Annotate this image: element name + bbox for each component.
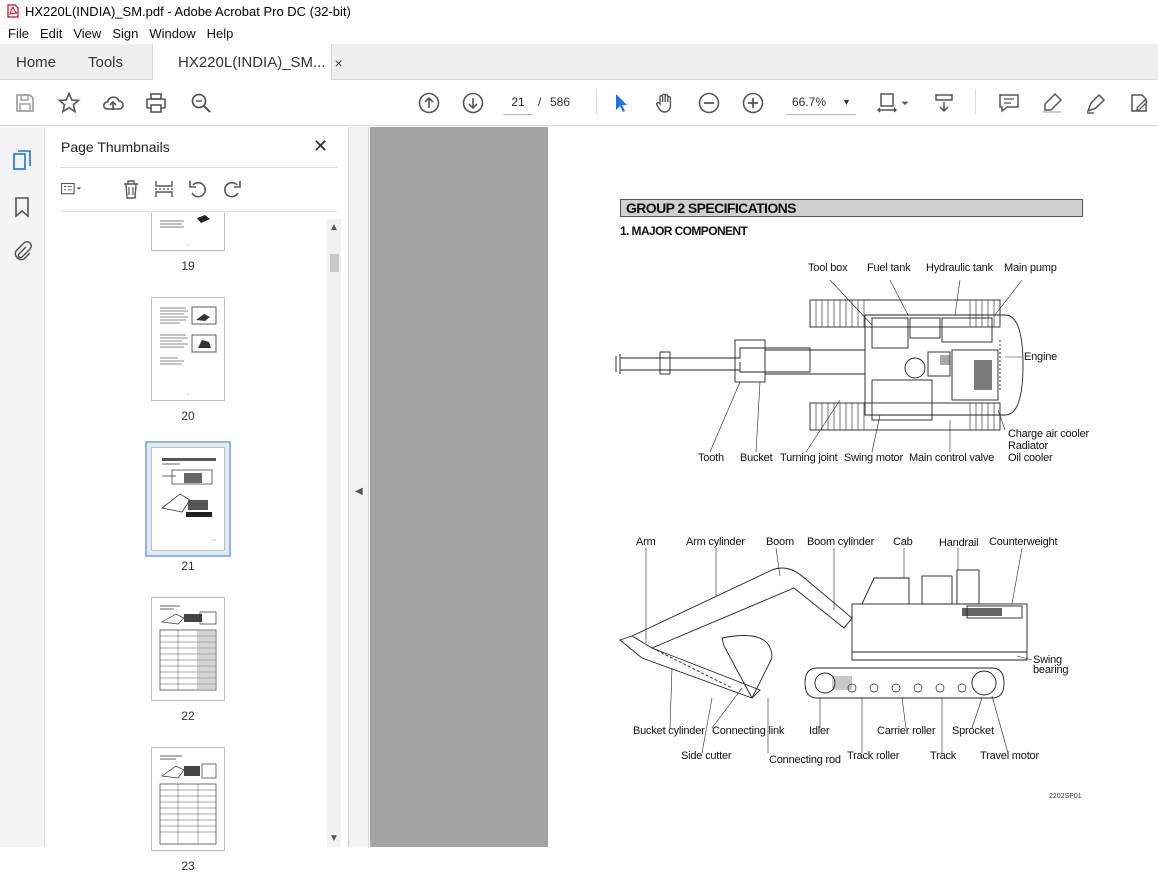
find-zoom-icon[interactable] — [188, 90, 214, 116]
cloud-upload-icon[interactable] — [100, 90, 126, 116]
zoom-caret-icon: ▼ — [842, 96, 851, 107]
label-fuel-tank: Fuel tank — [867, 262, 911, 274]
tab-bar — [0, 44, 1158, 80]
tab-tools[interactable]: Tools — [88, 53, 124, 71]
save-icon[interactable] — [12, 90, 38, 116]
scrollbar-thumb[interactable] — [330, 254, 339, 272]
thumbnail-label: 19 — [181, 259, 195, 273]
thumbnail-page-21[interactable] — [151, 447, 225, 551]
label-bucket: Bucket — [740, 452, 773, 464]
page-separator: / — [538, 95, 542, 109]
zoom-in-icon[interactable] — [740, 90, 766, 116]
bookmark-icon[interactable] — [10, 195, 34, 219]
label-connecting-rod: Connecting rod — [769, 754, 841, 766]
star-icon[interactable] — [56, 90, 82, 116]
main-toolbar — [0, 80, 1158, 126]
document-background — [370, 127, 548, 847]
acrobat-pdf-icon — [6, 4, 20, 18]
thumbnails-scrollbar[interactable] — [327, 219, 341, 847]
page-fit-icon[interactable] — [874, 90, 900, 116]
label-track: Track — [930, 750, 957, 762]
label-tooth: Tooth — [698, 452, 724, 464]
excavator-top-view-drawing — [610, 270, 1030, 440]
zoom-value: 66.7% — [792, 94, 827, 109]
label-swing-motor: Swing motor — [844, 452, 903, 464]
page-thumbnails-icon[interactable] — [10, 148, 34, 172]
menu-window[interactable]: Window — [149, 25, 196, 41]
label-radiator: Radiator — [1008, 440, 1048, 452]
thumbnail-label: 22 — [181, 709, 195, 723]
comment-icon[interactable] — [996, 90, 1022, 116]
tab-document[interactable] — [152, 44, 343, 81]
label-idler: Idler — [809, 725, 830, 737]
thumbnail-label: 23 — [181, 859, 195, 873]
menu-file[interactable]: File — [8, 25, 29, 41]
next-page-icon[interactable] — [460, 90, 486, 116]
label-turning-joint: Turning joint — [780, 452, 838, 464]
attachment-icon[interactable] — [10, 240, 34, 264]
thumbnail-label: 21 — [181, 559, 195, 573]
panel-title: Page Thumbnails — [61, 139, 170, 155]
thumbnails-panel — [45, 127, 349, 873]
window-title: HX220L(INDIA)_SM.pdf - Adobe Acrobat Pro DC (32-bit) — [25, 3, 351, 19]
label-charge-air-cooler: Charge air cooler — [1008, 428, 1089, 440]
select-cursor-icon[interactable] — [608, 90, 634, 116]
label-boom: Boom — [766, 536, 794, 548]
hand-tool-icon[interactable] — [652, 90, 678, 116]
rotate-right-icon[interactable] — [221, 178, 243, 200]
rotate-left-icon[interactable] — [187, 178, 209, 200]
menu-help[interactable]: Help — [206, 25, 234, 41]
sign-pen-icon[interactable] — [1083, 90, 1109, 116]
panel-close-icon[interactable]: ✕ — [313, 136, 329, 156]
label-swing-bearing-1: Swing — [1033, 654, 1062, 666]
label-bucket-cylinder: Bucket cylinder — [633, 725, 705, 737]
scroll-up-icon[interactable]: ▲ — [329, 222, 339, 233]
label-swing-bearing-2: bearing — [1033, 664, 1069, 676]
zoom-out-icon[interactable] — [696, 90, 722, 116]
chevron-down-icon[interactable] — [898, 90, 912, 116]
delete-page-icon[interactable] — [120, 178, 142, 200]
label-arm: Arm — [636, 536, 656, 548]
menu-bar — [0, 22, 1158, 44]
label-hydraulic-tank: Hydraulic tank — [926, 262, 993, 274]
excavator-side-view-drawing — [612, 548, 1042, 748]
page-number-input[interactable] — [503, 89, 533, 115]
label-main-pump: Main pump — [1004, 262, 1057, 274]
label-connecting-link: Connecting link — [712, 725, 785, 737]
menu-view[interactable]: View — [73, 25, 102, 41]
label-side-cutter: Side cutter — [681, 750, 732, 762]
extract-page-icon[interactable] — [153, 178, 175, 200]
tab-close-icon[interactable]: × — [334, 54, 343, 71]
figure-code: 2202SP01 — [1049, 793, 1082, 800]
thumbnail-label: 20 — [181, 409, 195, 423]
label-arm-cylinder: Arm cylinder — [686, 536, 745, 548]
label-track-roller: Track roller — [847, 750, 900, 762]
page-total: 586 — [550, 95, 571, 109]
left-rail — [0, 127, 45, 847]
thumbnail-page-23[interactable] — [151, 747, 225, 851]
menu-edit[interactable]: Edit — [39, 25, 63, 41]
label-cab: Cab — [893, 536, 913, 548]
thumbnails-list[interactable] — [45, 213, 345, 873]
thumbnail-page-20[interactable] — [151, 297, 225, 401]
section-subheading: 1. MAJOR COMPONENT — [620, 224, 748, 238]
label-tool-box: Tool box — [808, 262, 848, 274]
edit-tools-icon[interactable] — [1126, 90, 1152, 116]
collapse-arrow-icon[interactable]: ◀ — [355, 486, 363, 497]
tab-home[interactable]: Home — [16, 53, 57, 71]
label-counterweight: Counterweight — [989, 536, 1058, 548]
label-carrier-roller: Carrier roller — [877, 725, 936, 737]
label-engine: Engine — [1024, 351, 1058, 363]
label-handrail: Handrail — [939, 537, 979, 549]
label-sprocket: Sprocket — [952, 725, 994, 737]
menu-sign[interactable]: Sign — [112, 25, 139, 41]
thumbnail-page-19[interactable] — [151, 213, 225, 251]
scroll-down-icon[interactable]: ▼ — [329, 833, 339, 844]
highlight-pen-icon[interactable] — [1039, 90, 1065, 116]
prev-page-icon[interactable] — [416, 90, 442, 116]
label-travel-motor: Travel motor — [980, 750, 1039, 762]
tab-document-label: HX220L(INDIA)_SM... — [178, 54, 326, 71]
options-menu-icon[interactable] — [60, 178, 82, 200]
thumbnail-page-22[interactable] — [151, 597, 225, 701]
zoom-select[interactable] — [786, 89, 856, 115]
title-bar — [0, 0, 1158, 22]
section-heading: GROUP 2 SPECIFICATIONS — [620, 199, 1083, 217]
label-oil-cooler: Oil cooler — [1008, 452, 1053, 464]
label-main-control-valve: Main control valve — [909, 452, 995, 464]
print-icon[interactable] — [143, 90, 169, 116]
scroll-mode-icon[interactable] — [931, 90, 957, 116]
label-boom-cylinder: Boom cylinder — [807, 536, 875, 548]
